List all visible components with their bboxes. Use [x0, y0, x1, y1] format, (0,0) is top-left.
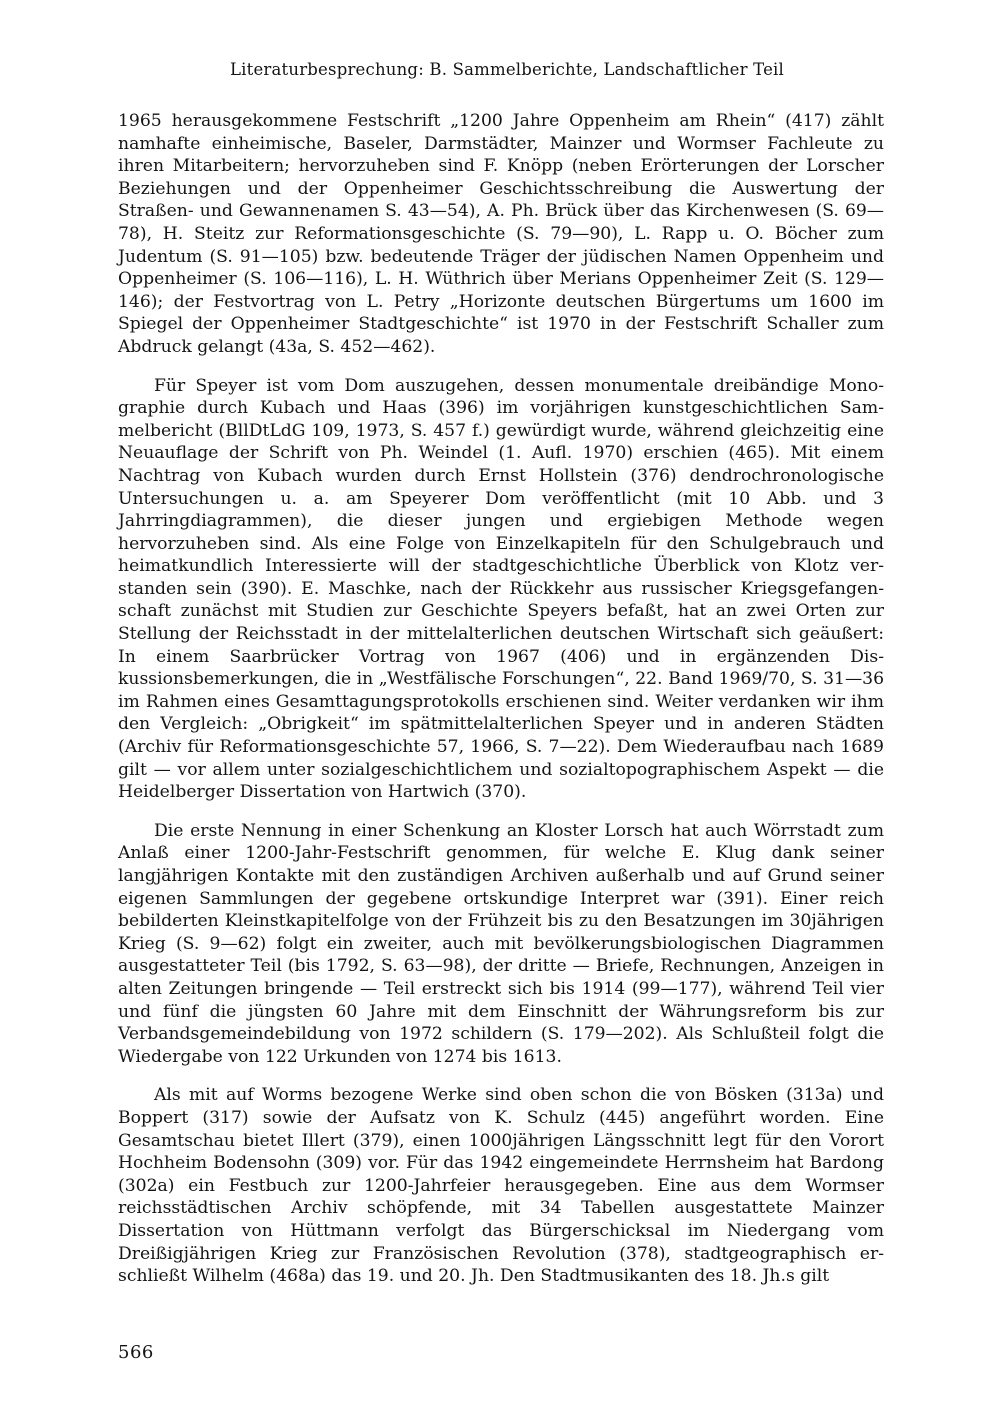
paragraph-speyer: Für Speyer ist vom Dom auszugehen, dessen monumentale dreibändige Monographie durch Kubach und Haas (396) im vorjährigen kunstgeschichtlichen Sammelbericht (BllDtLdG 109, 1973, S. 457 f.) gewürdigt wurde, während gleichzeitig eine Neuauflage der Schrift von Ph. Weindel (1. Aufl. 1970) erschien (465). Mit einem Nachtrag von Kubach wurden durch Ernst Hollstein (376) dendrochronologische Untersuchungen u. a. am Speyerer Dom veröffentlicht (mit 10 Abb. und 3 Jahrringdiagrammen), die dieser jungen und ergiebigen Methode wegen hervorzuheben sind. Als eine Folge von Einzelkapiteln für den Schulgebrauch und heimatkundlich Interessierte will der stadtgeschichtliche Überblick von Klotz verstanden sein (390). E. Maschke, nach der Rückkehr aus russischer Kriegsgefangenschaft zunächst mit Studien zur Geschichte Speyers befaßt, hat an zwei Orten zur Stellung der Reichsstadt in der mittelalterlichen deutschen Wirtschaft sich geäußert: In einem Saarbrücker Vortrag von 1967 (406) und in ergänzenden Diskussionsbemerkungen, die in „Westfälische Forschungen“, 22. Band 1969/70, S. 31—36 im Rahmen eines Gesamttagungsprotokolls erschienen sind. Weiter verdanken wir ihm den Vergleich: „Obrigkeit“ im spätmittelalterlichen Speyer und in anderen Städten (Archiv für Reformationsgeschichte 57, 1966, S. 7—22). Dem Wiederaufbau nach 1689 gilt — vor allem unter sozialgeschichtlichem und sozialtopographischem Aspekt — die Heidelberger Dissertation von Hartwich (370).	[118, 375, 884, 803]
page-body	[118, 58, 884, 1288]
paragraph-worms: Als mit auf Worms bezogene Werke sind oben schon die von Bösken (313a) und Boppert (317) sowie der Aufsatz von K. Schulz (445) angeführt worden. Eine Gesamtschau bietet Illert (379), einen 1000jährigen Längsschnitt legt für den Vorort Hochheim Bodensohn (309) vor. Für das 1942 eingemeindete Herrnsheim hat Bardong (302a) ein Festbuch zur 1200-Jahrfeier herausgegeben. Eine aus dem Wormser reichsstädtischen Archiv schöpfende, mit 34 Tabellen ausgestattete Mainzer Dissertation von Hüttmann verfolgt das Bürgerschicksal im Niedergang vom Dreißigjährigen Krieg zur Französischen Revolution (378), stadtgeographisch erschließt Wilhelm (468a) das 19. und 20. Jh. Den Stadtmusikanten des 18. Jh.s gilt	[118, 1085, 884, 1287]
paragraph-woerrstadt: Die erste Nennung in einer Schenkung an Kloster Lorsch hat auch Wörrstadt zum Anlaß einer 1200-Jahr-Festschrift genommen, für welche E. Klug dank seiner langjährigen Kontakte mit den zuständigen Archiven außerhalb und auf Grund seiner eigenen Sammlungen der gegebene ortskundige Interpret war (391). Einer reich bebilderten Kleinstkapitelfolge von der Frühzeit bis zu den Besatzungen im 30jährigen Krieg (S. 9—62) folgt ein zweiter, auch mit bevölkerungsbiologischen Diagrammen ausgestatteter Teil (bis 1792, S. 63—98), der dritte — Briefe, Rechnungen, Anzeigen in alten Zeitungen bringende — Teil erstreckt sich bis 1914 (99—177), während Teil vier und fünf die jüngsten 60 Jahre mit dem Einschnitt der Währungsreform bis zur Verbandsgemeindebildung von 1972 schildern (S. 179—202). Als Schlußteil folgt die Wiedergabe von 122 Urkunden von 1274 bis 1613.	[118, 820, 884, 1067]
running-head: Literaturbesprechung: B. Sammelberichte, Landschaftlicher Teil	[230, 60, 784, 79]
page-number: 566	[118, 1342, 154, 1363]
paragraph-oppenheim: 1965 herausgekommene Festschrift „1200 Jahre Oppenheim am Rhein“ (417) zählt namhafte einheimische, Baseler, Darmstädter, Mainzer und Wormser Fachleute zu ihren Mitarbeitern; hervorzuheben sind F. Knöpp (neben Erörterungen der Lorscher Beziehungen und der Oppenheimer Geschichtsschreibung die Auswertung der Straßen- und Gewannenamen S. 43—54), A. Ph. Brück über das Kirchenwesen (S. 69—78), H. Steitz zur Reformationsgeschichte (S. 79—90), L. Rapp u. O. Böcher zum Judentum (S. 91—105) bzw. bedeutende Träger der jüdischen Namen Oppenheim und Oppenheimer (S. 106—116), L. H. Wüthrich über Merians Oppenheimer Zeit (S. 129—146); der Festvortrag von L. Petry „Horizonte deutschen Bürgertums um 1600 im Spiegel der Oppenheimer Stadtgeschichte“ ist 1970 in der Festschrift Schaller zum Abdruck gelangt (43a, S. 452—462).	[118, 111, 884, 357]
